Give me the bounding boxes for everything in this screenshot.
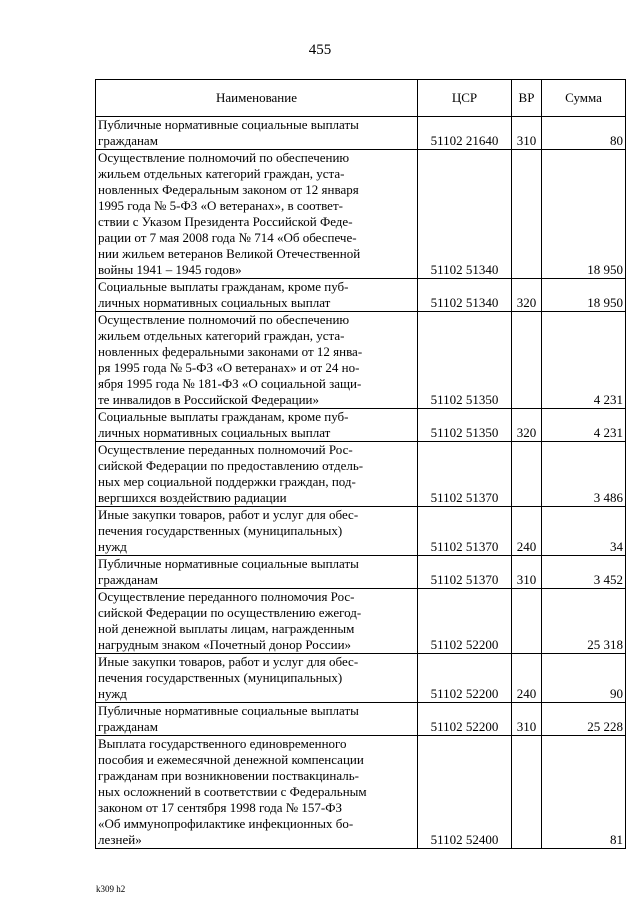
cell-vr: 320	[512, 409, 542, 442]
table-header	[96, 80, 626, 117]
table-row	[96, 312, 626, 409]
cell-csr: 51102 51370	[418, 556, 512, 589]
cell-csr: 51102 51350	[418, 312, 512, 409]
cell-sum: 25 228	[542, 703, 626, 736]
cell-csr: 51102 51340	[418, 150, 512, 279]
cell-vr	[512, 589, 542, 654]
cell-vr: 310	[512, 117, 542, 150]
cell-sum: 25 318	[542, 589, 626, 654]
cell-vr: 310	[512, 556, 542, 589]
cell-sum: 80	[542, 117, 626, 150]
cell-csr: 51102 51370	[418, 442, 512, 507]
budget-table	[95, 79, 626, 849]
cell-vr: 240	[512, 507, 542, 556]
table-row	[96, 507, 626, 556]
table-row	[96, 654, 626, 703]
cell-vr	[512, 150, 542, 279]
header-vr: ВР	[512, 80, 542, 117]
cell-sum: 3 452	[542, 556, 626, 589]
cell-csr: 51102 52200	[418, 589, 512, 654]
footer-code: k309 h2	[96, 884, 126, 894]
cell-vr: 310	[512, 703, 542, 736]
page-number: 455	[308, 42, 332, 58]
table-row	[96, 736, 626, 849]
cell-csr: 51102 51350	[418, 409, 512, 442]
table-row	[96, 409, 626, 442]
header-row	[96, 80, 626, 117]
cell-csr: 51102 51340	[418, 279, 512, 312]
cell-name: Осуществление полномочий по обеспечению жильем отдельных категорий граждан, уста- новленных Федеральным законом от 12 января 1995 года № 5-ФЗ «О ветеранах», в соответ- ствии с Указом Президента Российской Феде- рации от 7 мая 2008 года № 714 «Об обеспече- нии жильем ветеранов Великой Отечественной войны 1941 – 1945 годов»	[96, 150, 418, 279]
cell-name: Выплата государственного единовременного пособия и ежемесячной денежной компенсации гражданам при возникновении поствакциналь- ных осложнений в соответствии с Федеральным законом от 17 сентября 1998 года № 157-ФЗ «Об иммунопрофилактике инфекционных бо- лезней»	[96, 736, 418, 849]
cell-csr: 51102 52400	[418, 736, 512, 849]
cell-name: Осуществление переданных полномочий Рос- сийской Федерации по предоставлению отдель- ных мер социальной поддержки граждан, под- вергшихся воздействию радиации	[96, 442, 418, 507]
cell-vr	[512, 736, 542, 849]
cell-sum: 18 950	[542, 279, 626, 312]
cell-sum: 81	[542, 736, 626, 849]
cell-name: Иные закупки товаров, работ и услуг для обес- печения государственных (муниципальных) нужд	[96, 507, 418, 556]
table-row	[96, 556, 626, 589]
table-row	[96, 279, 626, 312]
table-row	[96, 589, 626, 654]
table-row	[96, 150, 626, 279]
cell-csr: 51102 52200	[418, 703, 512, 736]
cell-name: Социальные выплаты гражданам, кроме пуб- личных нормативных социальных выплат	[96, 409, 418, 442]
header-csr: ЦСР	[418, 80, 512, 117]
cell-vr	[512, 442, 542, 507]
cell-name: Публичные нормативные социальные выплаты гражданам	[96, 117, 418, 150]
cell-name: Иные закупки товаров, работ и услуг для обес- печения государственных (муниципальных) нужд	[96, 654, 418, 703]
cell-name: Осуществление переданного полномочия Рос- сийской Федерации по осуществлению ежегод- ной денежной выплаты лицам, награжденным нагрудным знаком «Почетный донор России»	[96, 589, 418, 654]
cell-name: Социальные выплаты гражданам, кроме пуб- личных нормативных социальных выплат	[96, 279, 418, 312]
cell-sum: 3 486	[542, 442, 626, 507]
table-row	[96, 117, 626, 150]
cell-vr: 240	[512, 654, 542, 703]
cell-sum: 90	[542, 654, 626, 703]
header-sum: Сумма	[542, 80, 626, 117]
cell-vr: 320	[512, 279, 542, 312]
table-row	[96, 442, 626, 507]
cell-sum: 4 231	[542, 312, 626, 409]
cell-name: Публичные нормативные социальные выплаты гражданам	[96, 556, 418, 589]
header-name: Наименование	[96, 80, 418, 117]
cell-sum: 4 231	[542, 409, 626, 442]
cell-csr: 51102 21640	[418, 117, 512, 150]
cell-vr	[512, 312, 542, 409]
table-row	[96, 703, 626, 736]
table-body	[96, 117, 626, 849]
cell-name: Публичные нормативные социальные выплаты гражданам	[96, 703, 418, 736]
cell-name: Осуществление полномочий по обеспечению жильем отдельных категорий граждан, уста- новленных федеральными законами от 12 янва- ря 1995 года № 5-ФЗ «О ветеранах» и от 24 но- ября 1995 года № 181-ФЗ «О социальной защи- те инвалидов в Российской Федерации»	[96, 312, 418, 409]
cell-csr: 51102 52200	[418, 654, 512, 703]
cell-csr: 51102 51370	[418, 507, 512, 556]
cell-sum: 34	[542, 507, 626, 556]
cell-sum: 18 950	[542, 150, 626, 279]
